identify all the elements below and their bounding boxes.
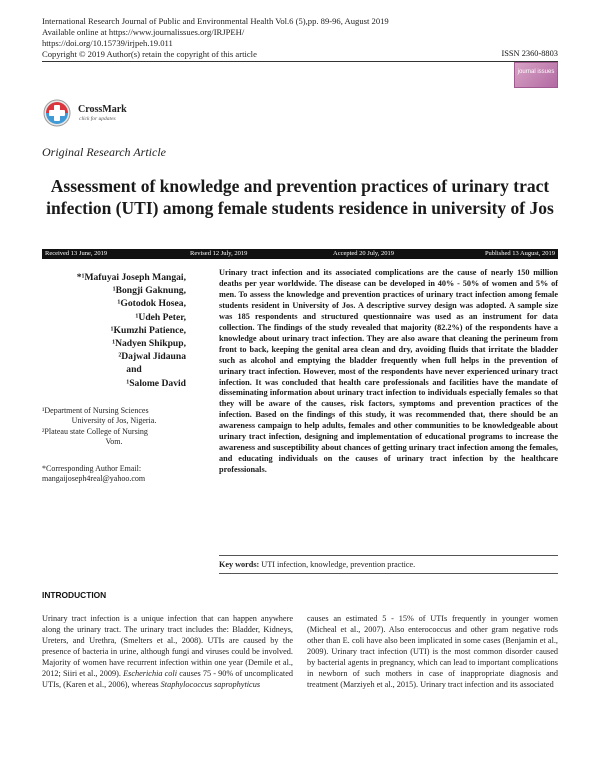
journal-logo-text: journal issues	[517, 69, 555, 75]
species-staph: Staphylococcus saprophyticus	[160, 679, 261, 689]
introduction-heading: INTRODUCTION	[42, 590, 107, 600]
author: ¹Salome David	[126, 377, 186, 389]
author: *¹Mafuyai Joseph Mangai,	[76, 272, 186, 283]
corresponding-author	[42, 464, 202, 485]
author: ¹Gotodok Hosea,	[117, 298, 186, 310]
received-date: Received 13 June, 2019	[45, 250, 108, 257]
published-date: Published 13 August, 2019	[484, 250, 555, 257]
intro-paragraph-1b: causes 75 - 90% of uncomplicated UTIs, (Karen et al., 2006), whereas	[42, 668, 294, 689]
journal-logo	[514, 62, 558, 88]
keywords-text: UTI infection, knowledge, prevention practice.	[261, 560, 416, 569]
corresponding-label: *Corresponding Author Email:	[42, 464, 142, 473]
journal-header	[42, 16, 389, 60]
journal-citation-line: International Research Journal of Public and Environmental Health Vol.6 (5),pp. 89-96, August 2019	[42, 16, 389, 26]
intro-paragraph-1: Urinary tract infection is a unique infection that can happen anywhere along the urinary tract. The urinary tract includes the: Bladder, Kidneys, Ureters, and Urethra, (Smelters et al., 2008). UTIs are caused by the presence of bacteria in urine, although fungi and viruses could be involved. Majority of women have recurrent infection within one year (Demile et al., 2012; Siiri et al., 2009).	[42, 614, 293, 678]
doi-link[interactable]: https://doi.org/10.15739/irjpeh.19.011	[42, 38, 173, 48]
issn-number: ISSN 2360-8803	[501, 49, 558, 58]
keywords-label: Key words:	[219, 560, 260, 569]
affiliation-2-line-1: ²Plateau state College of Nursing	[42, 426, 148, 436]
revised-date: Revised 12 July, 2019	[190, 250, 248, 257]
header-divider	[42, 61, 558, 62]
abstract-text: Urinary tract infection and its associated complications are the cause of nearly 150 million deaths per year worldwide. The disease can be developed in 40% - 50% of women and 5% of men. To assess the knowledge and prevention practices of urinary tract infection among female students resident in University of Jos. A descriptive survey design was adopted. A sample size was 185 respondents and structured questionnaire was used as an instrument for data collection. The findings of the study revealed that majority (82.2%) of the respondents have a knowledge about urinary tract infection. They are also aware that cleaning the perineum from front to back, keeping the genital area clean and dry, avoiding fluids that irritate the bladder such as alcohol and emptying the bladder frequently when full helps in the prevention of urinary tract infection. However, most of the respondents have never experienced urinary tract infection. It was concluded that health care professionals and facilities have the mandate of disseminating information about urinary tract infection to individuals especially females so that they will be aware of the causes, risk factors, symptoms and prevention practices of the infection. Based on the findings of this study, it was recommended that, there should be an awareness campaign to help adults, females and other communities to be knowledgeable about urinary tract infection, designing and implementation of educational programs to increase the awareness and susceptibility about chances of getting urinary tract infection among the females, and educating individuals on the causes of urinary tract infection by the healthcare professionals.	[219, 268, 558, 475]
keywords	[219, 560, 558, 569]
author: ¹Udeh Peter,	[135, 311, 186, 323]
author-list	[42, 271, 186, 390]
corresponding-email[interactable]: mangaijoseph4real@yahoo.com	[42, 474, 146, 484]
dates-bar	[42, 249, 558, 259]
author: ²Dajwal Jidauna	[118, 351, 186, 363]
crossmark-label: CrossMark	[78, 104, 127, 115]
crossmark-sub: click for updates	[79, 116, 116, 122]
introduction-column-1	[42, 614, 293, 691]
article-type: Original Research Article	[42, 145, 166, 159]
copyright-line: Copyright © 2019 Author(s) retain the copyright of this article	[42, 49, 257, 59]
affiliation-2-line-2: Vom.	[105, 437, 123, 447]
introduction-column-2: causes an estimated 5 - 15% of UTIs frequently in younger women (Micheal et al., 2007). Also enterococcus and other gram negative rods other than E. coli have also been implicated in some cases (Benjamin et al., 2009). Urinary tract infection (UTI) is the most common disorder caused by bacterial agents in pregnancy, which can lead to important complications in newborn of such mothers in case of inappropriate diagnosis and treatment (Marziyeh et al., 2015). Urinary tract infection and its associated	[307, 614, 558, 689]
crossmark-icon	[42, 98, 74, 128]
accepted-date: Accepted 20 July, 2019	[333, 250, 394, 257]
author: ¹Kumzhi Patience,	[110, 324, 186, 336]
keywords-top-rule	[219, 555, 558, 556]
author-conjunction: and	[126, 364, 142, 376]
available-online-line[interactable]: Available online at https://www.journalissues.org/IRJPEH/	[42, 27, 245, 37]
author: ¹Bongji Gaknung,	[112, 285, 186, 297]
affiliation-1-line-1: ¹Department of Nursing Sciences	[42, 406, 149, 415]
crossmark-badge[interactable]	[42, 98, 152, 128]
affiliation-1-line-2: University of Jos, Nigeria.	[71, 416, 157, 426]
keywords-bottom-rule	[219, 573, 558, 574]
affiliations	[42, 406, 202, 448]
article-title: Assessment of knowledge and prevention practices of urinary tract infection (UTI) among female students residence in university of Jos	[46, 176, 554, 218]
species-ecoli: Escherichia coli	[123, 668, 178, 678]
author: ¹Nadyen Shikpup,	[112, 338, 186, 350]
